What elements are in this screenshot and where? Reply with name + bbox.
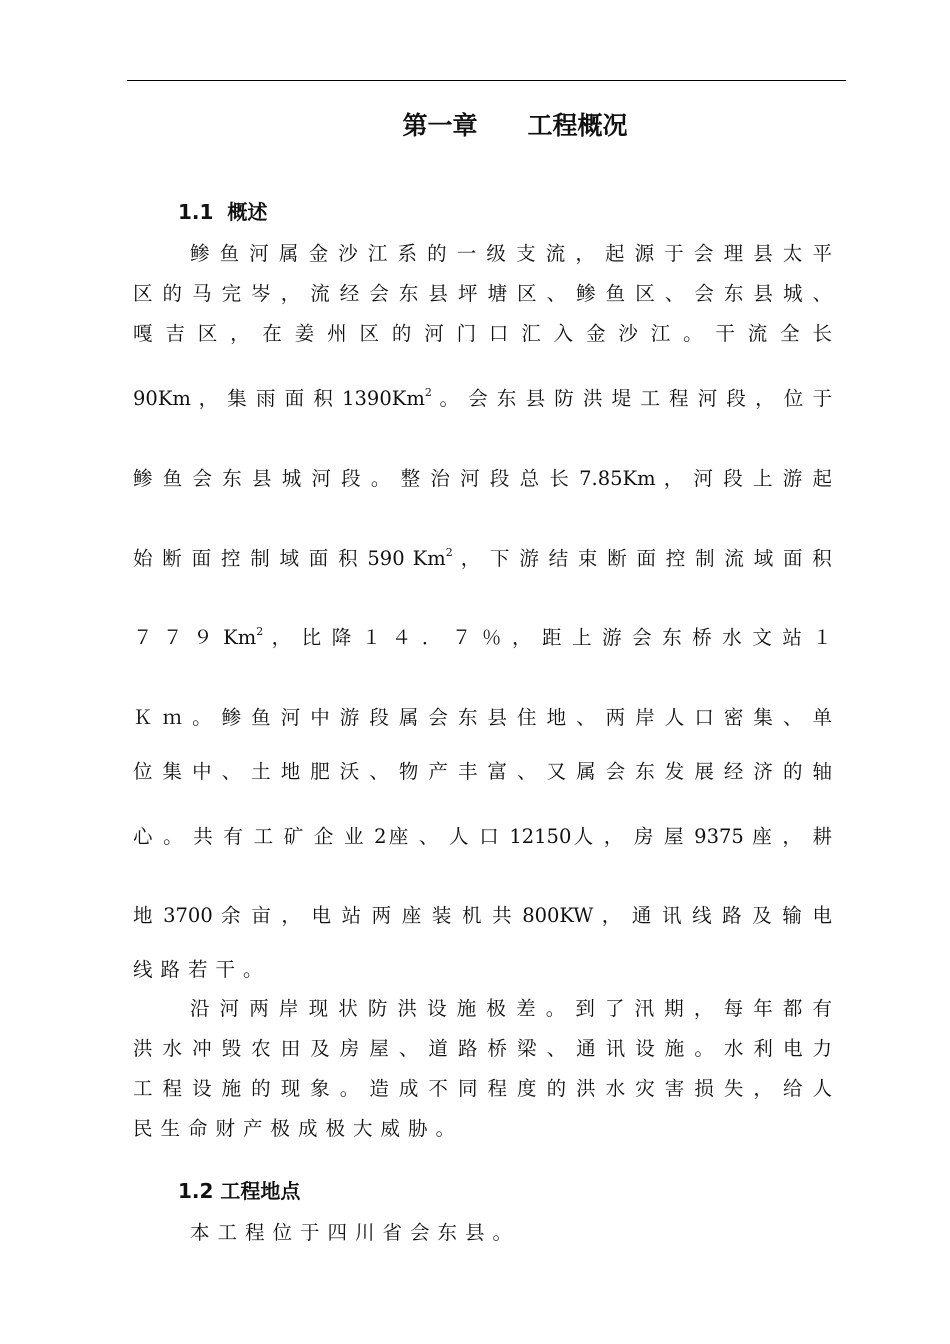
paragraph-line: 地 3700 余 亩 ， 电 站 两 座 装 机 共 800KW ， 通 讯 线 路 及 输 电 xyxy=(133,904,832,927)
paragraph-line: ７ ７ ９ Km$^2$ ， 比 降 １ ４ ． ７ ％ ， 距 上 游 会 东 桥 水 文 站 １ xyxy=(133,625,832,649)
section-heading-location: 1.2 工程地点 xyxy=(178,1179,301,1203)
paragraph-line: 本工程位于四川省会东县。 xyxy=(190,1221,521,1244)
paragraph-line: 嘎 吉 区 ， 在 姜 州 区 的 河 门 口 汇 入 金 沙 江 。 干 流 全 长 xyxy=(133,322,832,345)
paragraph-line: 民生命财产极成极大威胁。 xyxy=(133,1117,464,1140)
paragraph-line: 线路若干。 xyxy=(133,958,271,981)
paragraph-line: 90Km ， 集 雨 面 积 1390Km$^2$ 。 会 东 县 防 洪 堤 工 程 河 段 ， 位 于 xyxy=(133,386,832,410)
paragraph-line: Ｋ ｍ 。 鲹 鱼 河 中 游 段 属 会 东 县 住 地 、 两 岸 人 口 密 集 、 单 xyxy=(133,706,832,729)
paragraph-line: 鲹 鱼 河 属 金 沙 江 系 的 一 级 支 流 ， 起 源 于 会 理 县 太 平 xyxy=(190,242,832,265)
paragraph-line: 区 的 马 完 岑 ， 流 经 会 东 县 坪 塘 区 、 鲹 鱼 区 、 会 东 县 城 、 xyxy=(133,282,832,305)
paragraph-line: 始 断 面 控 制 域 面 积 590 Km$^2$ ， 下 游 结 束 断 面 控 制 流 域 面 积 xyxy=(133,546,832,570)
section-heading-overview: 1.1 概述 xyxy=(178,200,268,224)
paragraph-line: 位 集 中 、 土 地 肥 沃 、 物 产 丰 富 、 又 属 会 东 发 展 经 济 的 轴 xyxy=(133,760,832,783)
header-rule xyxy=(127,80,846,81)
paragraph-line: 洪 水 冲 毁 农 田 及 房 屋 、 道 路 桥 梁 、 通 讯 设 施 。 水 利 电 力 xyxy=(133,1037,832,1060)
paragraph-line: 沿 河 两 岸 现 状 防 洪 设 施 极 差 。 到 了 汛 期 ， 每 年 都 有 xyxy=(190,997,832,1020)
paragraph-line: 工 程 设 施 的 现 象 。 造 成 不 同 程 度 的 洪 水 灾 害 损 失 ， 给 人 xyxy=(133,1077,832,1100)
paragraph-line: 心 。 共 有 工 矿 企 业 2座 、 人 口 12150人 ， 房 屋 9375 座 ， 耕 xyxy=(133,825,832,848)
paragraph-line: 鲹 鱼 会 东 县 城 河 段 。 整 治 河 段 总 长 7.85Km ， 河 段 上 游 起 xyxy=(133,467,832,490)
chapter-title: 第一章 工程概况 xyxy=(402,111,628,140)
